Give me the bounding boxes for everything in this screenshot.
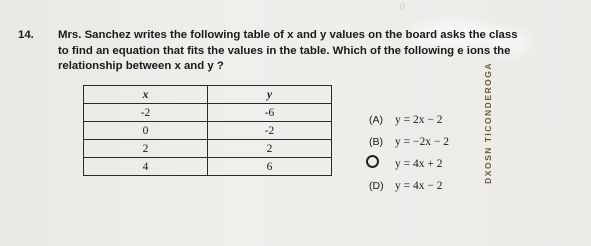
question-line-1: Mrs. Sanchez writes the following table of x and y values on the board asks the class — [58, 29, 518, 41]
option-label: (D) — [369, 180, 384, 192]
question-number: 14. — [18, 29, 34, 41]
question-line-2: to find an equation that fits the values in the table. Which of the following e ions the — [58, 44, 511, 57]
cell-x: 2 — [84, 140, 208, 158]
cell-x: 4 — [84, 158, 208, 176]
cell-y: -6 — [208, 104, 332, 122]
table-row — [84, 158, 332, 176]
header-x: x — [84, 86, 208, 104]
option-c[interactable] — [369, 158, 442, 170]
cell-y: -2 — [208, 122, 332, 140]
cell-y: 6 — [208, 158, 332, 176]
header-y: y — [208, 86, 332, 104]
option-equation: y = 4x + 2 — [395, 158, 443, 170]
question-line-3: relationship between x and y ? — [58, 60, 224, 72]
option-label: (A) — [369, 114, 383, 126]
cell-x: 0 — [84, 122, 208, 140]
cell-x: -2 — [84, 104, 208, 122]
option-b[interactable] — [369, 136, 449, 148]
option-c-label-wrap — [369, 158, 395, 170]
option-equation: y = 4x − 2 — [395, 180, 443, 192]
option-equation: y = 2x − 2 — [395, 114, 443, 126]
cell-y: 2 — [208, 140, 332, 158]
table-row — [84, 122, 332, 140]
pencil-brand-text: DXOSN TICONDEROGA — [483, 62, 493, 184]
table-row — [84, 140, 332, 158]
xy-table — [83, 85, 332, 176]
question-text — [18, 28, 588, 75]
top-mark: 0 — [400, 2, 405, 13]
table-row — [84, 104, 332, 122]
table-header-row — [84, 86, 332, 104]
option-d[interactable] — [369, 180, 442, 192]
option-equation: y = −2x − 2 — [395, 136, 449, 148]
option-a[interactable] — [369, 114, 442, 126]
option-label: (B) — [369, 136, 383, 148]
pencil-circle-mark — [366, 155, 379, 168]
